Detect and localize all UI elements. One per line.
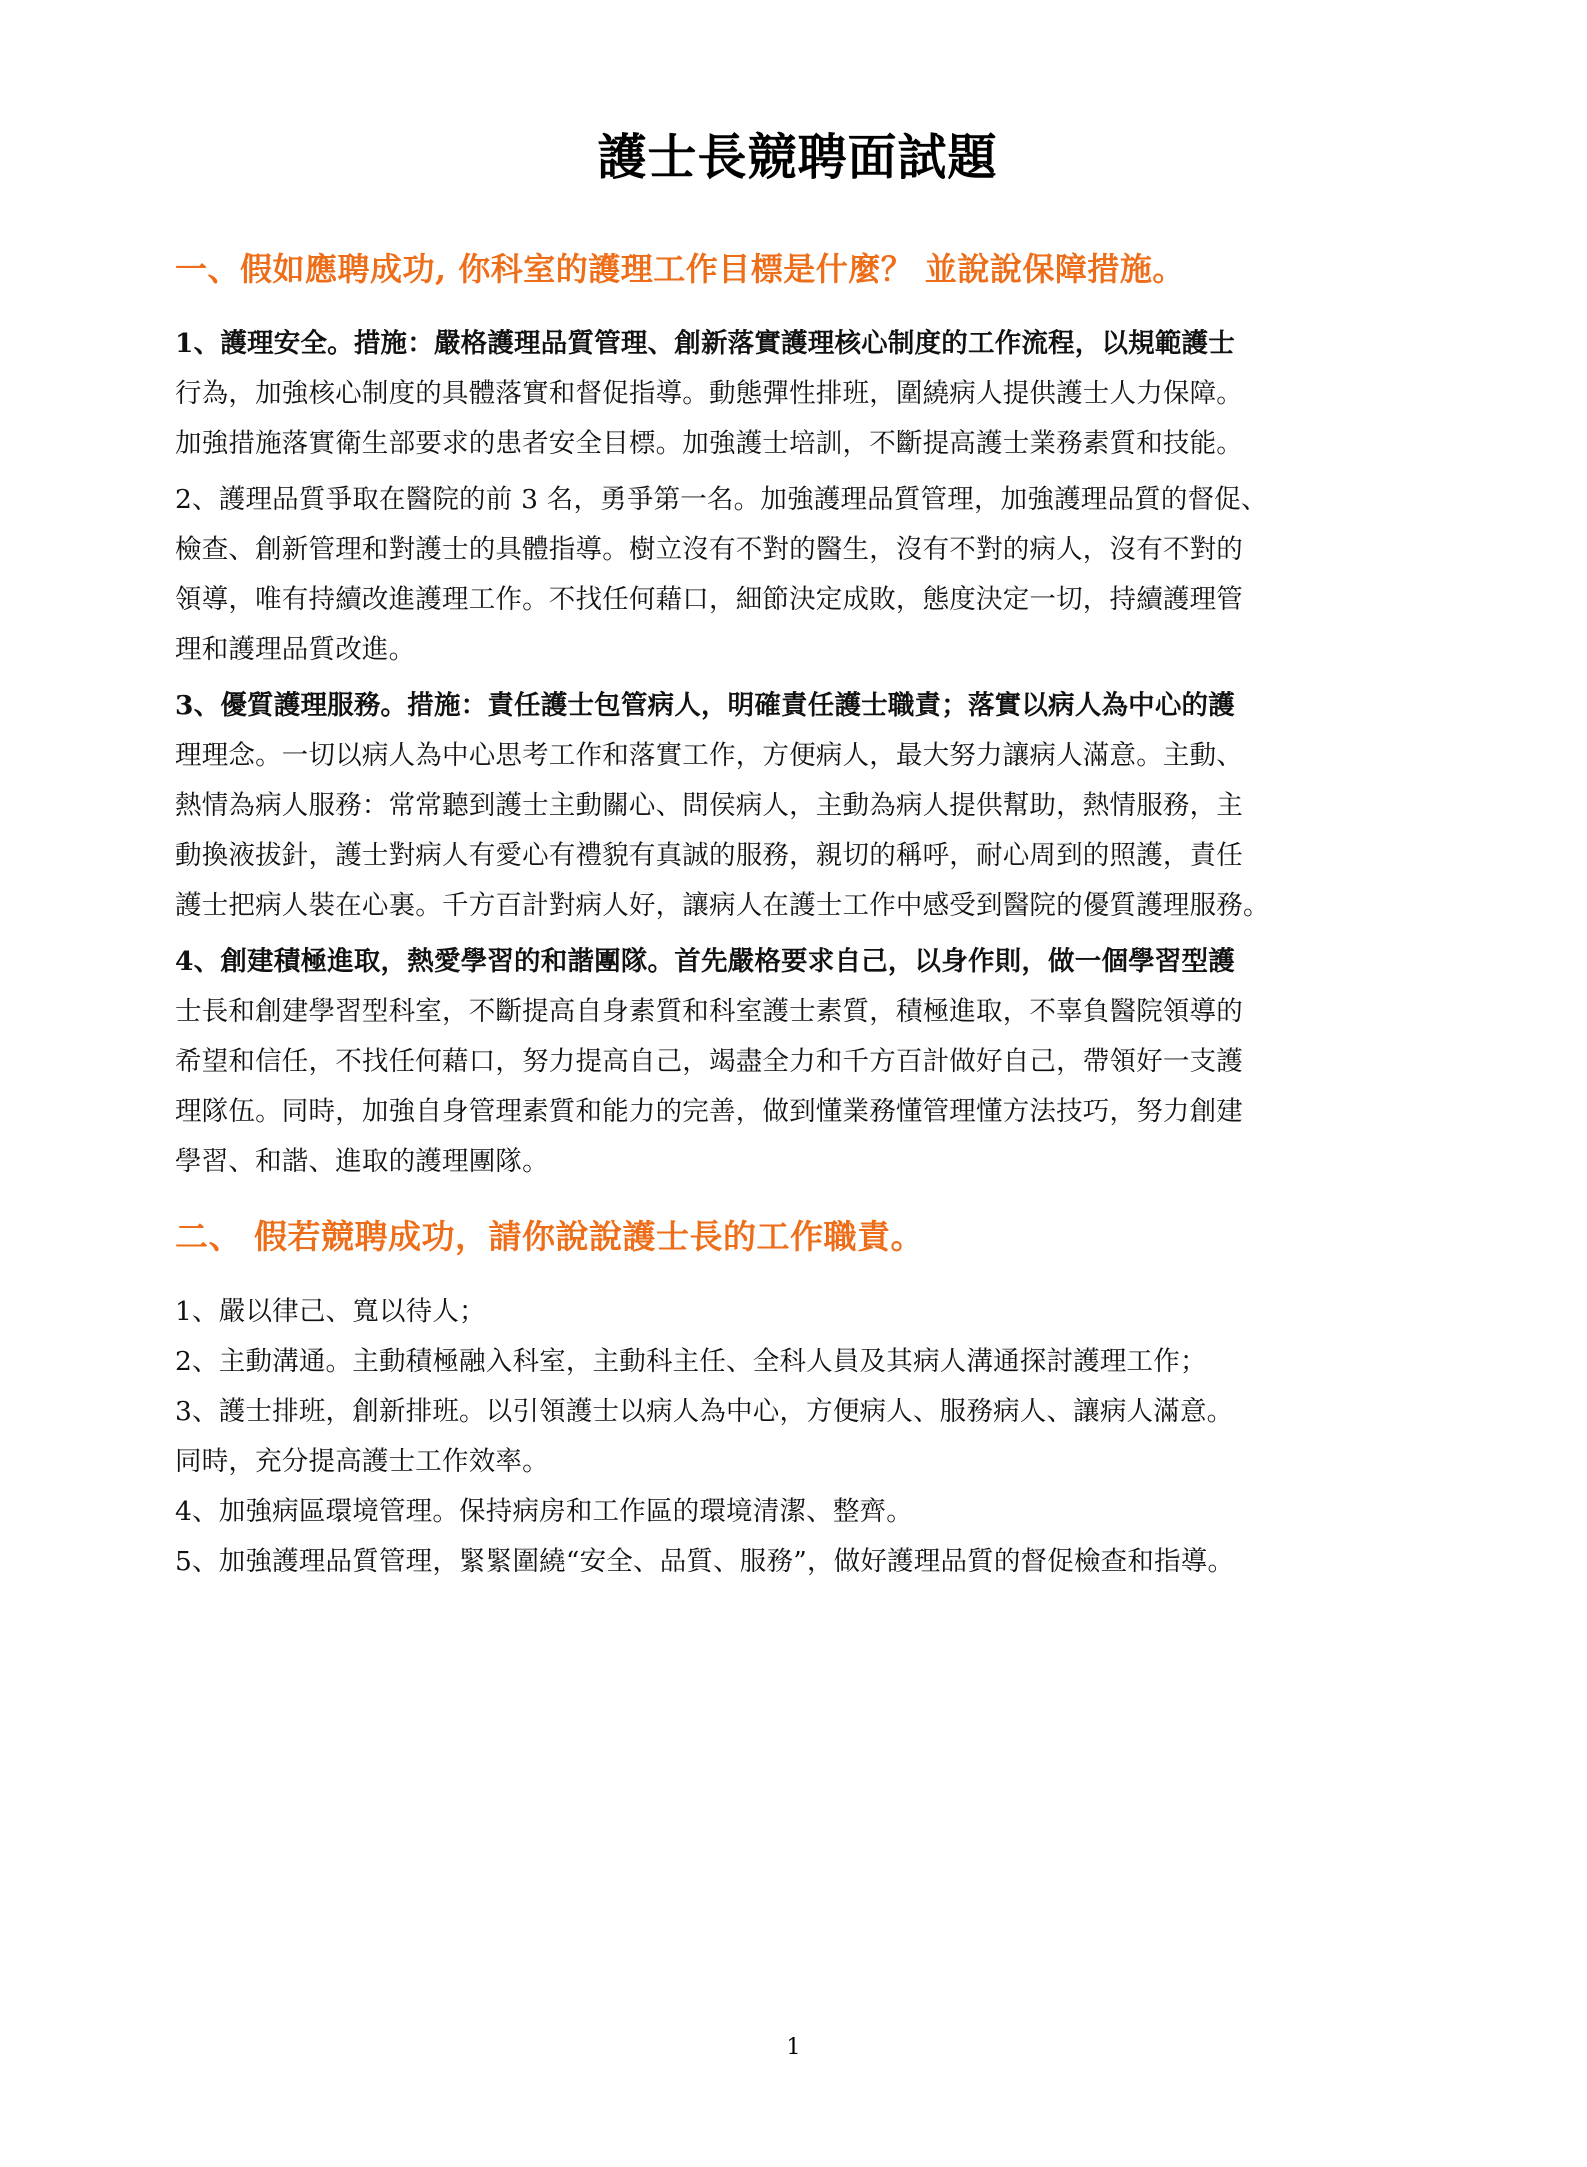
paragraph-line: 1、嚴以律己、寬以待人； [175,1296,486,1328]
page-number: 1 [786,2035,801,2060]
paragraph-line: 檢查、創新管理和對護士的具體指導。樹立沒有不對的醫生，沒有不對的病人，沒有不對的 [175,534,1243,566]
paragraph-line: 2、主動溝通。主動積極融入科室，主動科主任、全科人員及其病人溝通探討護理工作； [175,1346,1207,1378]
section-heading-2: 二、 假若競聘成功，請你說說護士長的工作職責。 [175,1217,924,1257]
paragraph-block-1-4 [175,937,1420,1187]
paragraph-line: 領導，唯有持續改進護理工作。不找任何藉口，細節決定成敗，態度決定一切，持續護理管 [175,584,1243,616]
paragraph-line: 3、優質護理服務。措施：責任護士包管病人，明確責任護士職責；落實以病人為中心的護 [175,690,1235,722]
paragraph-line: 行為，加強核心制度的具體落實和督促指導。動態彈性排班，圍繞病人提供護士人力保障。 [175,378,1243,410]
paragraph-line: 理理念。一切以病人為中心思考工作和落實工作，方便病人，最大努力讓病人滿意。主動、 [175,740,1243,772]
paragraph-block-1-1 [175,319,1420,469]
paragraph-block-1-2 [175,475,1420,675]
paragraph-block-2-2 [175,1337,1420,1387]
document-content [175,0,1420,1587]
paragraph-line: 理和護理品質改進。 [175,634,416,666]
paragraph-line: 學習、和諧、進取的護理團隊。 [175,1146,549,1178]
paragraph-line: 士長和創建學習型科室，不斷提高自身素質和科室護士素質，積極進取，不辜負醫院領導的 [175,996,1243,1028]
paragraph-block-1-3 [175,681,1420,931]
paragraph-line: 5、加強護理品質管理，緊緊圍繞“安全、品質、服務”，做好護理品質的督促檢查和指導。 [175,1546,1235,1578]
paragraph-line: 同時，充分提高護士工作效率。 [175,1446,549,1478]
paragraph-block-2-4 [175,1487,1420,1537]
paragraph-line: 動換液拔針，護士對病人有愛心有禮貌有真誠的服務，親切的稱呼，耐心周到的照護，責任 [175,840,1243,872]
paragraph-line: 2、護理品質爭取在醫院的前 3 名，勇爭第一名。加強護理品質管理，加強護理品質的督促、 [175,484,1268,516]
paragraph-line: 3、護士排班，創新排班。以引領護士以病人為中心，方便病人、服務病人、讓病人滿意。 [175,1396,1234,1428]
paragraph-line: 理隊伍。同時，加強自身管理素質和能力的完善，做到懂業務懂管理懂方法技巧，努力創建 [175,1096,1243,1128]
page-title: 護士長競聘面試題 [597,128,998,186]
paragraph-block-2-1 [175,1287,1420,1337]
paragraph-block-2-5 [175,1537,1420,1587]
paragraph-line: 1、護理安全。措施：嚴格護理品質管理、創新落實護理核心制度的工作流程，以規範護士 [175,328,1235,360]
section-heading-1: 一、假如應聘成功, 你科室的護理工作目標是什麼？ 並說說保障措施。 [175,250,1185,288]
paragraph-line: 加強措施落實衛生部要求的患者安全目標。加強護士培訓，不斷提高護士業務素質和技能。 [175,428,1243,460]
paragraph-line: 4、加強病區環境管理。保持病房和工作區的環境清潔、整齊。 [175,1496,913,1528]
paragraph-block-2-3 [175,1387,1420,1487]
paragraph-line: 熱情為病人服務：常常聽到護士主動關心、問侯病人，主動為病人提供幫助，熱情服務，主 [175,790,1243,822]
paragraph-line: 4、創建積極進取，熱愛學習的和諧團隊。首先嚴格要求自己，以身作則，做一個學習型護 [175,946,1235,978]
paragraph-line: 希望和信任，不找任何藉口，努力提高自己，竭盡全力和千方百計做好自己，帶領好一支護 [175,1046,1243,1078]
paragraph-line: 護士把病人裝在心裏。千方百計對病人好，讓病人在護士工作中感受到醫院的優質護理服務。 [175,890,1270,922]
